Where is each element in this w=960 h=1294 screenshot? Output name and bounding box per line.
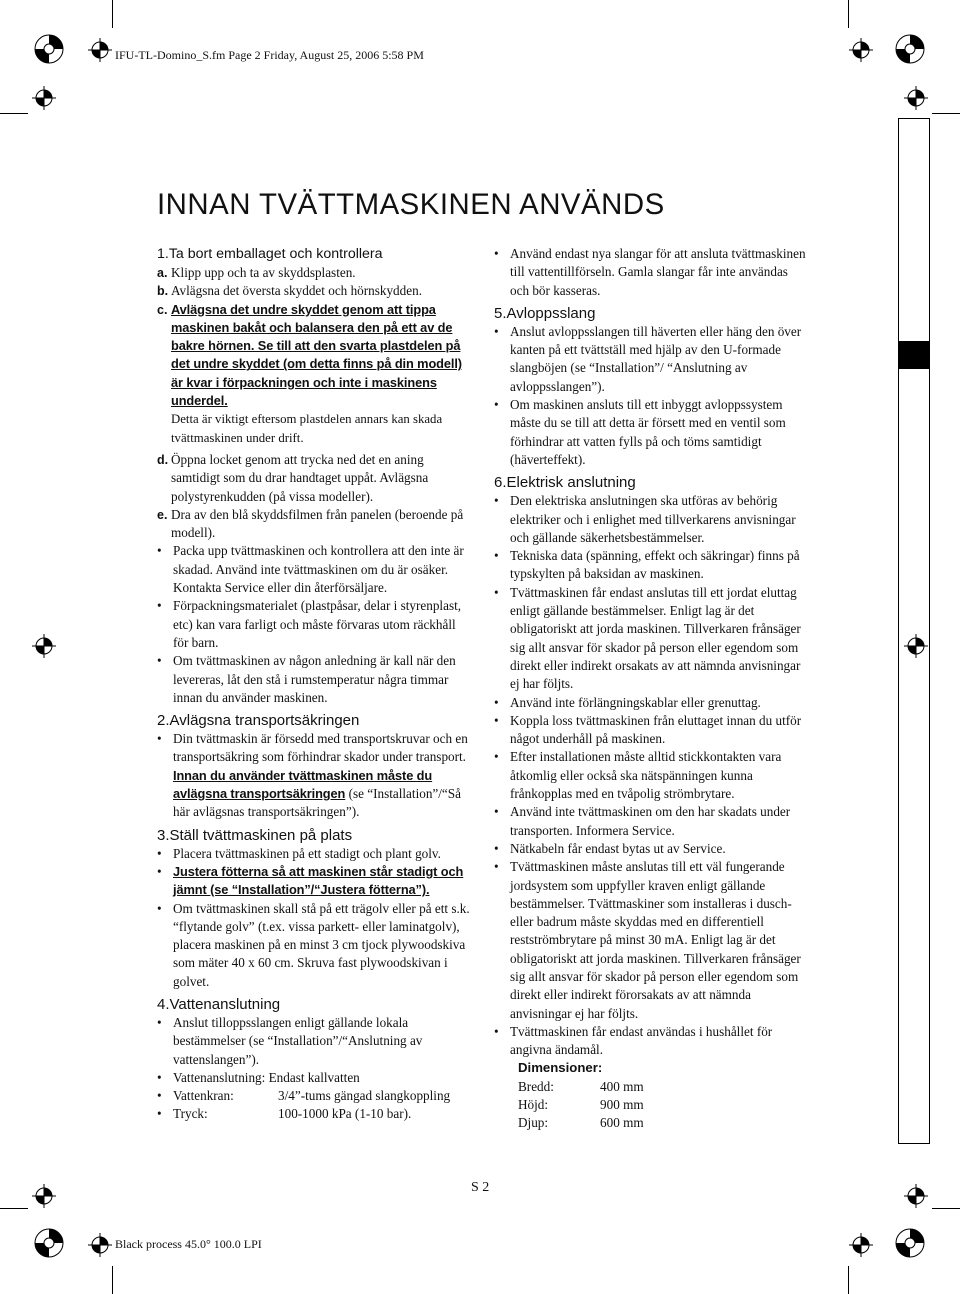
step-a — [157, 264, 473, 282]
step-label: a. — [157, 266, 168, 280]
bullet-icon: • — [494, 859, 499, 875]
dimensions-heading: Dimensioner: — [518, 1060, 603, 1076]
list-item-text: Om tvättmaskinen skall stå på ett trägolv eller på ett s.k. “flytande golv” (t.ex. vissa parkett- eller laminatgolv), placera maskinen på en minst 3 cm tjock plywoodskiva som mäter 40 x 60 cm. Skruva fast plywoodskivan i golvet. — [173, 900, 470, 989]
left-column — [157, 245, 473, 1124]
bullet-icon: • — [157, 900, 162, 916]
list-item — [157, 542, 473, 597]
list-item — [494, 245, 806, 300]
step-label: c. — [157, 302, 168, 317]
list-item — [157, 1105, 473, 1123]
bullet-icon: • — [494, 584, 499, 600]
list-item-text: Vattenanslutning: Endast kallvatten — [173, 1069, 360, 1085]
crop-mark — [0, 1208, 28, 1209]
text-run: Din tvättmaskin är försedd med transportskruvar och en transportsäkring som förhindrar skador under transport. — [173, 731, 468, 765]
step-c — [157, 301, 473, 411]
spec-value: 100-1000 kPa (1-10 bar). — [278, 1106, 412, 1122]
list-item — [494, 748, 806, 803]
registration-dial-icon — [895, 34, 925, 64]
bullet-icon: • — [157, 653, 162, 669]
bullet-icon: • — [494, 840, 499, 856]
list-item — [157, 1087, 473, 1105]
crosshair-icon — [32, 86, 56, 110]
list-item — [494, 323, 806, 396]
spec-key: Vattenkran: — [173, 1088, 234, 1104]
section-heading-5: 5.Avloppsslang — [494, 304, 596, 322]
list-item — [494, 840, 806, 858]
section-tab-marker — [898, 341, 930, 369]
list-item — [157, 845, 473, 863]
dimension-row — [518, 1096, 806, 1114]
crosshair-icon — [88, 1233, 112, 1257]
step-b — [157, 282, 473, 300]
list-item-text: Den elektriska anslutningen ska utföras av behörig elektriker och i enlighet med tillverkarens anvisningar och gällande säkerhetsbestämmelser. — [510, 493, 796, 545]
list-item-text: Koppla loss tvättmaskinen från eluttaget innan du utför något underhåll på maskinen. — [510, 712, 802, 747]
list-item — [157, 863, 473, 900]
list-item-text: Efter installationen måste alltid stickkontakten vara åtkomlig eller också ska nätspänningen kunna frånkopplas med en tvåpolig strömbrytare. — [510, 749, 782, 802]
bullet-icon: • — [494, 323, 499, 339]
step-label: e. — [157, 507, 168, 522]
dimension-key: Höjd: — [518, 1097, 549, 1113]
list-item-text: Använd endast nya slangar för att ansluta tvättmaskinen till vattentillförseln. Gamla slangar får inte användas och bör kasseras. — [510, 246, 806, 298]
list-item — [494, 712, 806, 749]
step-label: b. — [157, 284, 169, 299]
text-run: (se “Installation”/“Så här avlägsnas transportsäkringen”). — [173, 786, 461, 820]
crop-mark — [112, 0, 113, 28]
spec-key: Tryck: — [173, 1106, 208, 1122]
right-column — [494, 245, 806, 1133]
step-text: Avlägsna det översta skyddet och hörnskydden. — [171, 283, 422, 299]
crop-mark — [848, 1266, 849, 1294]
list-item — [157, 652, 473, 707]
list-item — [494, 396, 806, 469]
bullet-icon: • — [494, 1023, 499, 1039]
bullet-icon: • — [157, 731, 162, 747]
list-item-text: Använd inte förlängningskablar eller grenuttag. — [510, 694, 761, 710]
list-item — [157, 900, 473, 991]
step-c-note: Detta är viktigt eftersom plastdelen annars kan skada tvättmaskinen under drift. — [171, 412, 443, 445]
bullet-icon: • — [157, 1014, 162, 1030]
list-item-text: Placera tvättmaskinen på ett stadigt och plant golv. — [173, 845, 441, 861]
list-item — [494, 492, 806, 547]
list-item — [157, 730, 473, 821]
crosshair-icon — [32, 634, 56, 658]
dimension-value: 400 mm — [600, 1078, 644, 1094]
file-info-header: IFU-TL-Domino_S.fm Page 2 Friday, August 25, 2006 5:58 PM — [115, 48, 424, 62]
crosshair-icon — [904, 1184, 928, 1208]
bullet-icon: • — [157, 543, 162, 559]
list-item-text: Om maskinen ansluts till ett inbyggt avloppssystem måste du se till att detta är försett med en ventil som förhindrar att vatten fylls på och töms samtidigt (häverteffekt). — [510, 397, 786, 467]
list-item — [494, 803, 806, 840]
bullet-icon: • — [157, 863, 162, 879]
text-run-emphasis: Innan du använder tvättmaskinen måste du avlägsna transportsäkringen — [173, 767, 433, 802]
section-heading-3: 3.Ställ tvättmaskinen på plats — [157, 826, 353, 844]
bullet-icon: • — [157, 1088, 162, 1104]
crosshair-icon — [904, 634, 928, 658]
crop-mark — [932, 113, 960, 114]
dimension-value: 900 mm — [600, 1097, 644, 1113]
crop-mark — [112, 1266, 113, 1294]
section-heading-2: 2.Avlägsna transportsäkringen — [157, 712, 360, 730]
registration-dial-icon — [34, 34, 64, 64]
crosshair-icon — [849, 1233, 873, 1257]
list-item — [157, 1069, 473, 1087]
process-footer: Black process 45.0° 100.0 LPI — [115, 1237, 262, 1251]
list-item-text: Packa upp tvättmaskinen och kontrollera att den inte är skadad. Använd inte tvättmaskinen om du är osäker. Kontakta Service eller din återförsäljare. — [173, 543, 464, 596]
list-item-text: Tvättmaskinen måste anslutas till ett väl fungerande jordsystem som uppfyller kraven enligt gällande bestämmelser. Tvättmaskiner som installeras i dusch- eller badrum måste skyddas med en differentiell restströmbrytare på minst 30 mA. Enligt lag är det obligatoriskt att jorda maskinen. Tillverkaren frånsäger sig allt ansvar för skador på person eller egendom som direkt eller indirekt förorsakats av att nämnda anvisningar ej har följts. — [510, 859, 801, 1021]
list-item-text: Om tvättmaskinen av någon anledning är kall när den levereras, låt den stå i rumstemperatur några timmar innan du använder maskinen. — [173, 653, 456, 705]
bullet-icon: • — [157, 1106, 162, 1122]
crosshair-icon — [849, 38, 873, 62]
section-heading-4: 4.Vattenanslutning — [157, 995, 281, 1013]
step-d — [157, 451, 473, 506]
list-item — [494, 858, 806, 1023]
crop-mark — [0, 113, 28, 114]
step-label: d. — [157, 452, 169, 467]
list-item-text: Nätkabeln får endast bytas ut av Service. — [510, 840, 726, 856]
list-item-text — [173, 1105, 411, 1123]
page-title: INNAN TVÄTTMASKINEN ANVÄNDS — [157, 188, 665, 221]
spec-value: 3/4”-tums gängad slangkoppling — [278, 1088, 451, 1104]
dimension-key: Bredd: — [518, 1078, 554, 1094]
dimension-row — [518, 1078, 806, 1096]
list-item — [494, 1023, 806, 1060]
side-tab-frame — [898, 118, 899, 1143]
list-item-text: Tekniska data (spänning, effekt och säkringar) finns på typskylten på baksidan av maskinen. — [510, 548, 800, 582]
crosshair-icon — [904, 86, 928, 110]
page-number: S 2 — [471, 1180, 490, 1195]
bullet-icon: • — [157, 845, 162, 861]
section-heading-1: 1.Ta bort emballaget och kontrollera — [157, 246, 383, 262]
list-item-text: Anslut avloppsslangen till häverten eller häng den över kanten på ett tvättställ med hjälp av den U-formade slangböjen (se “Installation”/ “Anslutning av avloppsslangen”). — [510, 323, 802, 394]
bullet-icon: • — [494, 493, 499, 509]
side-tab-frame — [898, 1143, 930, 1144]
side-tab-frame — [929, 118, 930, 1143]
registration-dial-icon — [895, 1228, 925, 1258]
list-item-text — [173, 730, 473, 821]
bullet-icon: • — [494, 694, 499, 710]
crosshair-icon — [32, 1184, 56, 1208]
step-text: Dra av den blå skyddsfilmen från panelen (beroende på modell). — [171, 506, 464, 541]
step-text: Öppna locket genom att trycka ned det en aning samtidigt som du drar handtaget uppåt. Avlägsna polystyrenkudden (på vissa modeller). — [171, 451, 429, 504]
registration-dial-icon — [34, 1228, 64, 1258]
side-tab-frame — [898, 118, 930, 119]
bullet-icon: • — [157, 598, 162, 614]
section-heading-6: 6.Elektrisk anslutning — [494, 474, 636, 492]
list-item-text — [173, 1087, 450, 1105]
dimension-value: 600 mm — [600, 1115, 644, 1131]
bullet-icon: • — [494, 397, 499, 413]
list-item — [494, 547, 806, 584]
list-item — [494, 694, 806, 712]
step-e — [157, 506, 473, 543]
crop-mark — [848, 0, 849, 28]
step-text-emphasis: Avlägsna det undre skyddet genom att tippa maskinen bakåt och balansera den på ett av de bakre hörnen. Se till att den svarta plastdelen på det undre skyddet (om detta finns på din modell) är kvar i förpackningen och inte i maskinens underdel. — [171, 301, 462, 409]
bullet-icon: • — [494, 246, 499, 261]
step-text: Klipp upp och ta av skyddsplasten. — [171, 265, 356, 280]
list-item-text: Anslut tilloppsslangen enligt gällande lokala bestämmelser (se “Installation”/“Anslutning av vattenslangen”). — [173, 1014, 423, 1067]
bullet-icon: • — [494, 804, 499, 820]
bullet-icon: • — [494, 548, 499, 564]
list-item — [494, 584, 806, 694]
dimension-key: Djup: — [518, 1115, 549, 1131]
list-item-text: Tvättmaskinen får endast anslutas till ett jordat eluttag enligt gällande bestämmelser. Enligt lag är det obligatoriskt att jorda maskinen. Tillverkaren frånsäger sig allt ansvar för skador på person eller egendom som direkt eller indirekt orsakats av att nämnda anvisningar ej har följts. — [510, 584, 801, 692]
bullet-icon: • — [157, 1069, 162, 1085]
list-item — [157, 1014, 473, 1069]
list-item-text: Tvättmaskinen får endast användas i hushållet för angivna ändamål. — [510, 1023, 773, 1058]
crosshair-icon — [88, 38, 112, 62]
list-item-text: Använd inte tvättmaskinen om den har skadats under transporten. Informera Service. — [510, 804, 791, 838]
dimension-row — [518, 1114, 806, 1132]
list-item-text: Förpackningsmaterialet (plastpåsar, delar i styrenplast, etc) kan vara farligt och måste förvaras utom räckhåll för barn. — [173, 598, 462, 650]
list-item-text: Justera fötterna så att maskinen står stadigt och jämnt (se “Installation”/“Justera fötterna”). — [173, 863, 464, 898]
crop-mark — [932, 1208, 960, 1209]
dimensions-block — [518, 1059, 806, 1132]
list-item — [157, 597, 473, 652]
bullet-icon: • — [494, 712, 499, 728]
bullet-icon: • — [494, 749, 499, 765]
